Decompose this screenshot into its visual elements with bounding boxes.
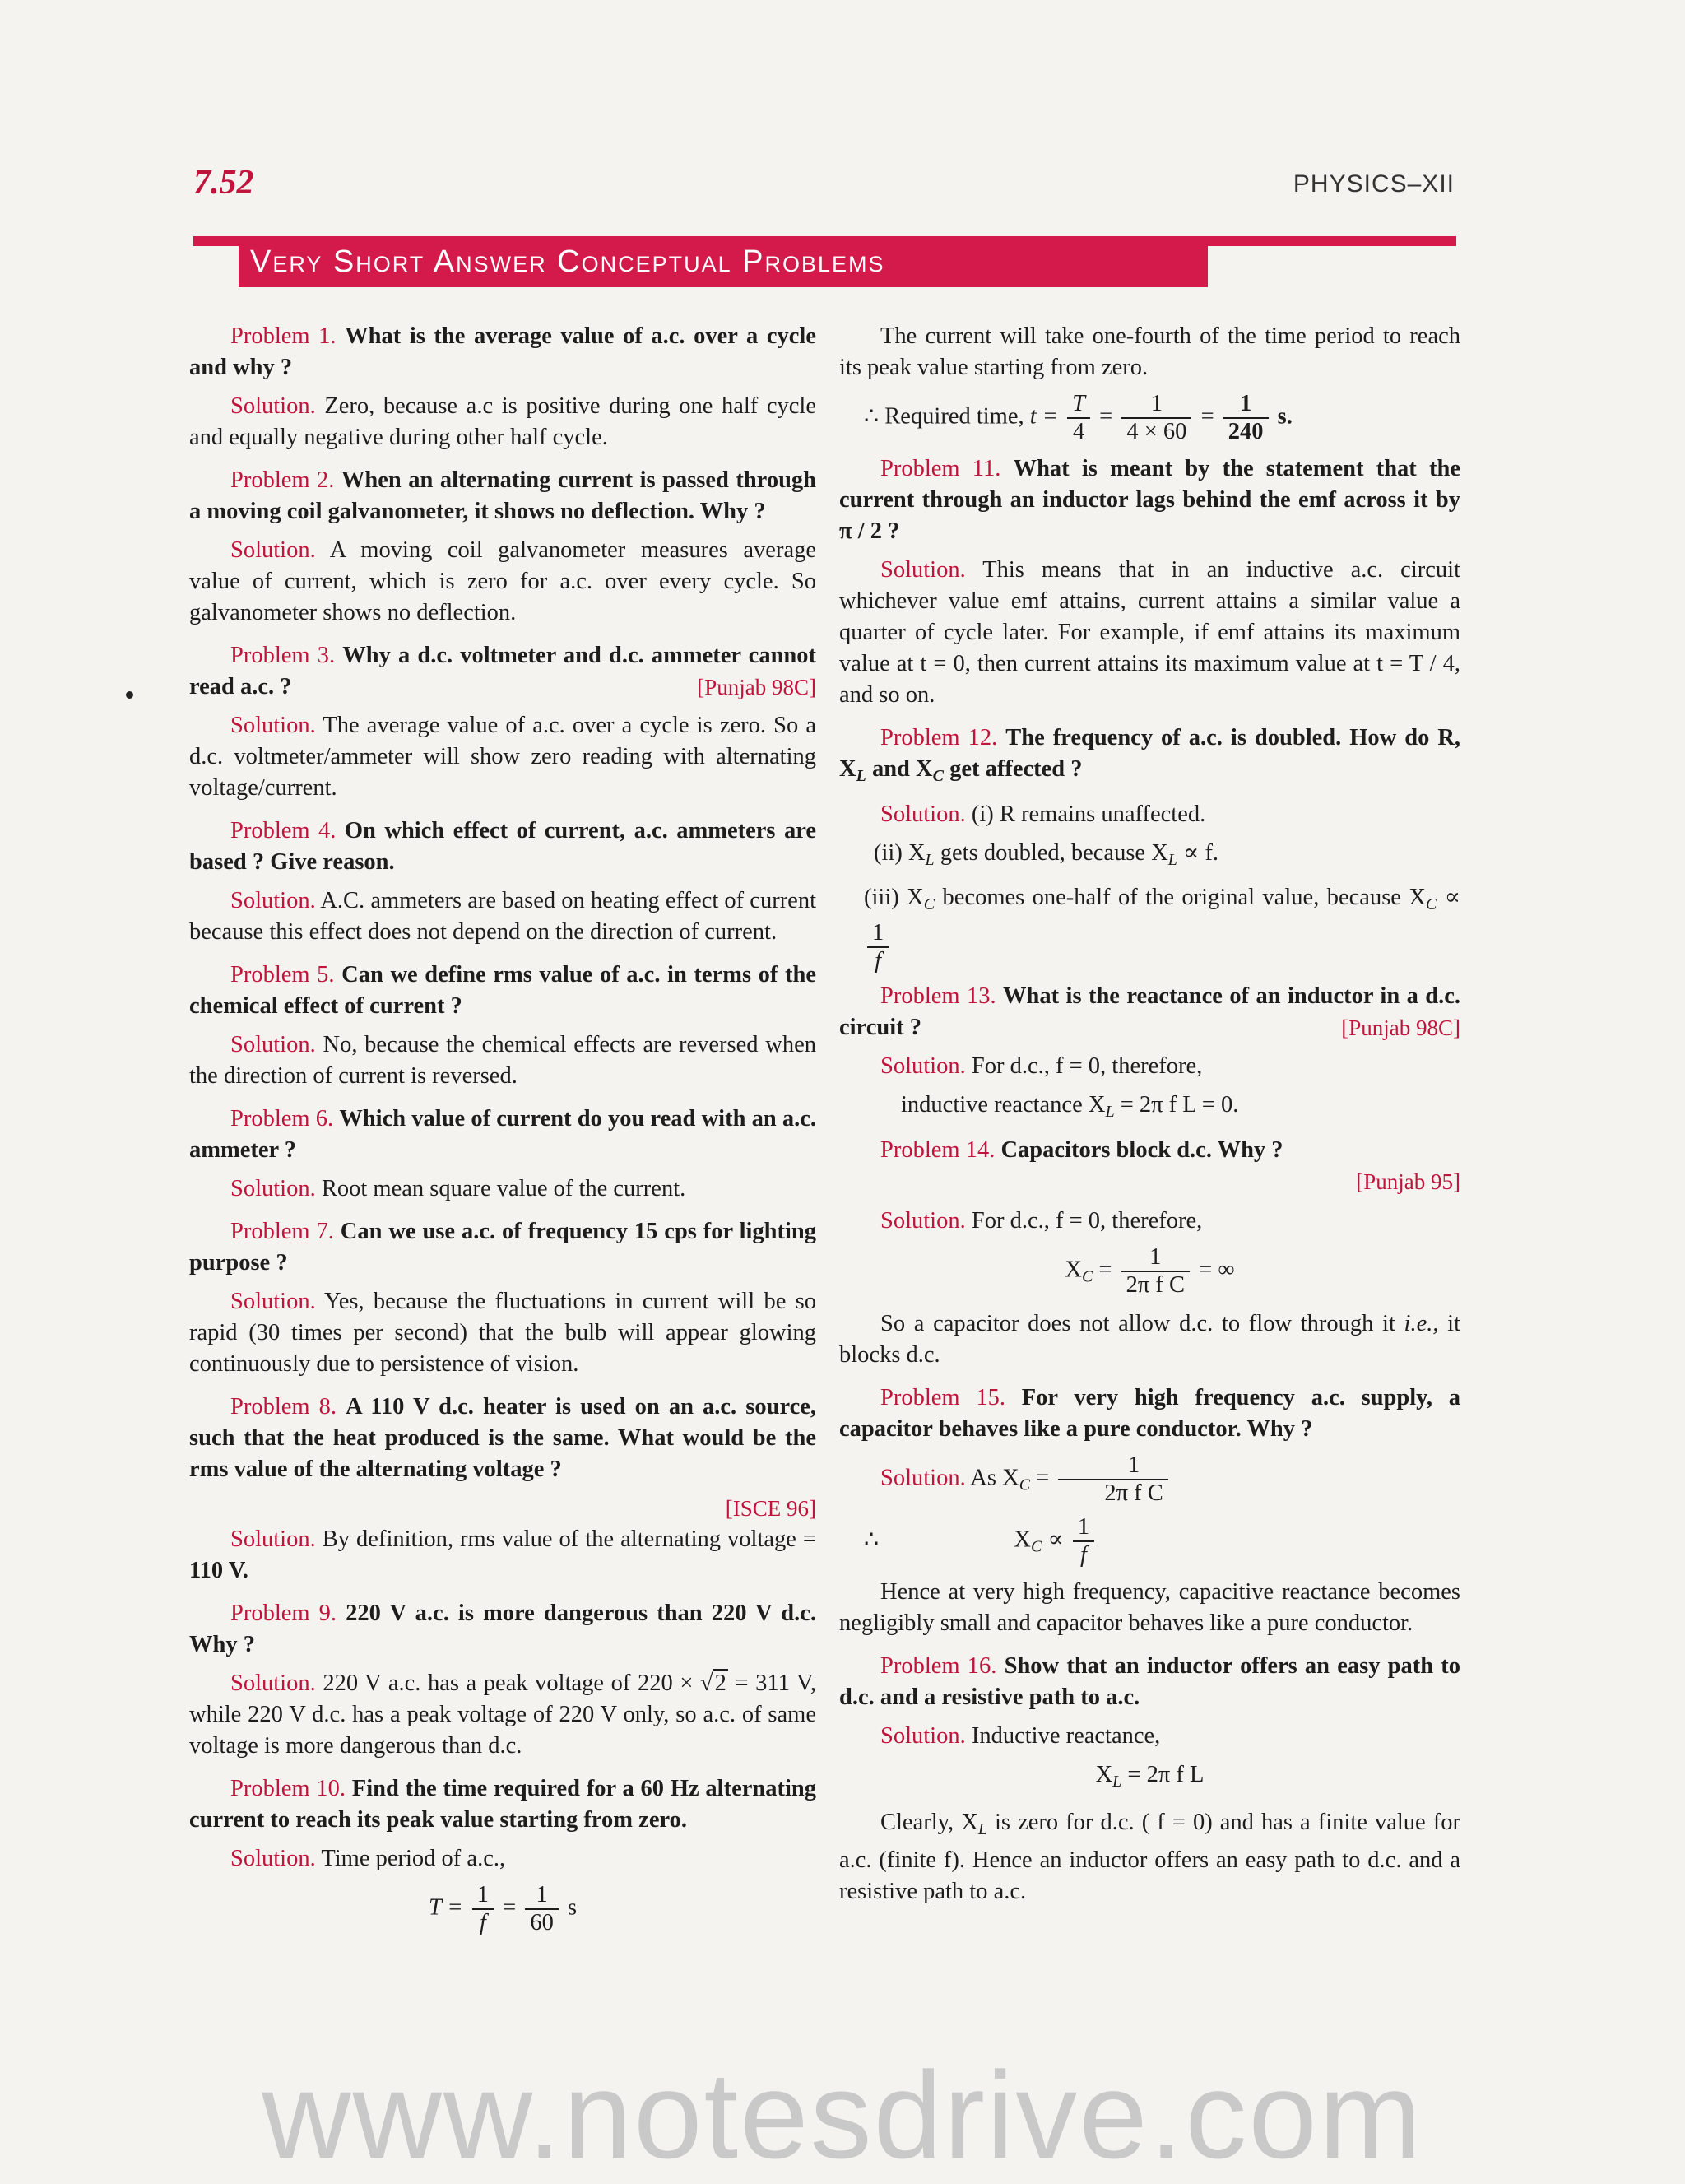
section-title: Very Short Answer Conceptual Problems [250,244,885,279]
solution-12: Solution. (i) R remains unaffected. [880,802,1206,827]
solution-4: Solution. A.C. ammeters are based on heating effect of current because this effect does not depend on the direction of current. [189,888,817,945]
source-tag: [Punjab 95] [1356,1169,1460,1194]
margin-dot [126,691,133,699]
solution-10: Solution. Time period of a.c., [230,1846,506,1871]
problem-12: Problem 12. The frequency of a.c. is doubled. How do R, $X_L$ and $X_C$ get affected ? [839,725,1461,785]
problem-15: Problem 15. For very high frequency a.c. supply, a capacitor behaves like a pure conductor. Why ? [839,1385,1461,1442]
problem-6: Problem 6. Which value of current do you read with an a.c. ammeter ? [189,1106,817,1163]
equation-period: T = $\frac{1}{f}$ = $\frac{1}{60}$ s [428,1882,578,1935]
solution-6: Solution. Root mean square value of the current. [230,1176,686,1201]
running-head: PHYSICS–XII [1293,170,1455,197]
solution-15-conclusion: Hence at very high frequency, capacitive reactance becomes negligibly small and capacitor behaves like a pure conductor. [839,1579,1460,1636]
banner-notch [193,246,239,287]
solution-13: Solution. For d.c., f = 0, therefore, [880,1053,1203,1079]
problem-5: Problem 5. Can we define rms value of a.c. in terms of the chemical effect of current ? [189,962,816,1019]
solution-12-part-ii: (ii) $X_L$ gets doubled, because $X_L \propto f$. [874,840,1219,869]
source-tag: [Punjab 98C] [1341,1015,1460,1040]
problem-3: Problem 3. Why a d.c. voltmeter and d.c. ammeter cannot read a.c. ? [Punjab 98C] [189,640,816,703]
problem-4: Problem 4. On which effect of current, a.c. ammeters are based ? Give reason. [189,818,817,875]
problem-7: Problem 7. Can we use a.c. of frequency 15 cps for lighting purpose ? [189,1219,817,1276]
solution-12-part-iii: (iii) $X_C$ becomes one-half of the original value, because $X_C$ ∝ $\frac{1}{f}$ [864,885,1460,974]
page-number: 7.52 [193,164,254,202]
watermark: www.notesdrive.com [262,2046,1423,2184]
problem-11: Problem 11. What is meant by the statement that the current through an inductor lags behind the emf across it by π / 2 ? [839,456,1460,544]
problem-13: Problem 13. What is the reactance of an inductor in a d.c. circuit ? [Punjab 98C] [839,981,1460,1043]
problem-14: Problem 14. Capacitors block d.c. Why ? [880,1137,1283,1163]
left-column [189,321,816,1946]
right-column [839,321,1460,1915]
solution-10-continued: The current will take one-fourth of the time period to reach its peak value starting from zero. [839,323,1460,380]
section-banner [193,236,1456,287]
problem-2: Problem 2. When an alternating current is passed through a moving coil galvanometer, it shows no deflection. Why ? [189,467,817,524]
problem-8: Problem 8. A 110 V d.c. heater is used on an a.c. source, such that the heat produced is the same. What would be the rms value of the alternating voltage ? [189,1394,817,1482]
solution-14: Solution. For d.c., f = 0, therefore, [880,1208,1203,1234]
solution-16-conclusion: Clearly, $X_L$ is zero for d.c. ( f = 0) and has a finite value for a.c. (finite f). Hence an inductor offers an easy path to d.c. and a resistive path to a.c. [839,1810,1460,1904]
banner-box [239,236,1208,287]
solution-15: Solution. As $X_C$ = $\frac{1}{\text{2π f C}}$ [839,1452,1460,1507]
solution-5: Solution. No, because the chemical effects are reversed when the direction of current is reversed. [189,1032,816,1089]
solution-13-line2: inductive reactance $X_L = 2\pi$ f L = 0. [901,1092,1239,1121]
solution-2: Solution. A moving coil galvanometer measures average value of current, which is zero for a.c. over every cycle. So galvanometer shows no deflection. [189,537,816,625]
solution-14-conclusion: So a capacitor does not allow d.c. to flow through it i.e., it blocks d.c. [839,1311,1460,1368]
problem-1: Problem 1. What is the average value of a.c. over a cycle and why ? [189,323,816,380]
solution-1: Solution. Zero, because a.c is positive during one half cycle and equally negative during other half cycle. [189,393,816,450]
solution-9: Solution. 220 V a.c. has a peak voltage of 220 × √2 = 311 V, while 220 V d.c. has a peak voltage of 220 V only, so a.c. of same voltage is more dangerous than d.c. [189,1671,816,1759]
equation-xc-infinity: $X_C$ = $\frac{1}{\text{2π f C}}$ = ∞ [1065,1244,1235,1298]
solution-3: Solution. The average value of a.c. over a cycle is zero. So a d.c. voltmeter/ammeter will show zero reading with alternating voltage/current. [189,713,816,801]
source-tag: [ISCE 96] [725,1496,816,1521]
solution-7: Solution. Yes, because the fluctuations in current will be so rapid (30 times per second) that the bulb will appear glowing continuously due to persistence of vision. [189,1289,816,1377]
solution-16: Solution. Inductive reactance, [880,1723,1161,1749]
problem-9: Problem 9. 220 V a.c. is more dangerous than 220 V d.c. Why ? [189,1601,817,1657]
equation-required-time: ∴ Required time, t = $\frac{T}{4}$ = $\frac{1}{4 \times 60}$ = $\frac{1}{240}$ s. [864,391,1293,444]
equation-xc-proportional: ∴ $X_C$ ∝ $\frac{1}{f}$ [839,1514,1460,1568]
problem-16: Problem 16. Show that an inductor offers an easy path to d.c. and a resistive path to a.c. [839,1653,1461,1710]
equation-xl: $X_L = 2\pi$ f L [1095,1762,1205,1791]
solution-8: Solution. By definition, rms value of the alternating voltage = 110 V. [189,1526,817,1583]
problem-10: Problem 10. Find the time required for a 60 Hz alternating current to reach its peak value starting from zero. [189,1776,817,1833]
source-tag: [Punjab 98C] [697,675,816,699]
solution-11: Solution. This means that in an inductive a.c. circuit whichever value emf attains, current attains a similar value a quarter of cycle later. For example, if emf attains its maximum value at t = 0, then current attains its maximum value at t = T / 4, and so on. [839,557,1460,708]
